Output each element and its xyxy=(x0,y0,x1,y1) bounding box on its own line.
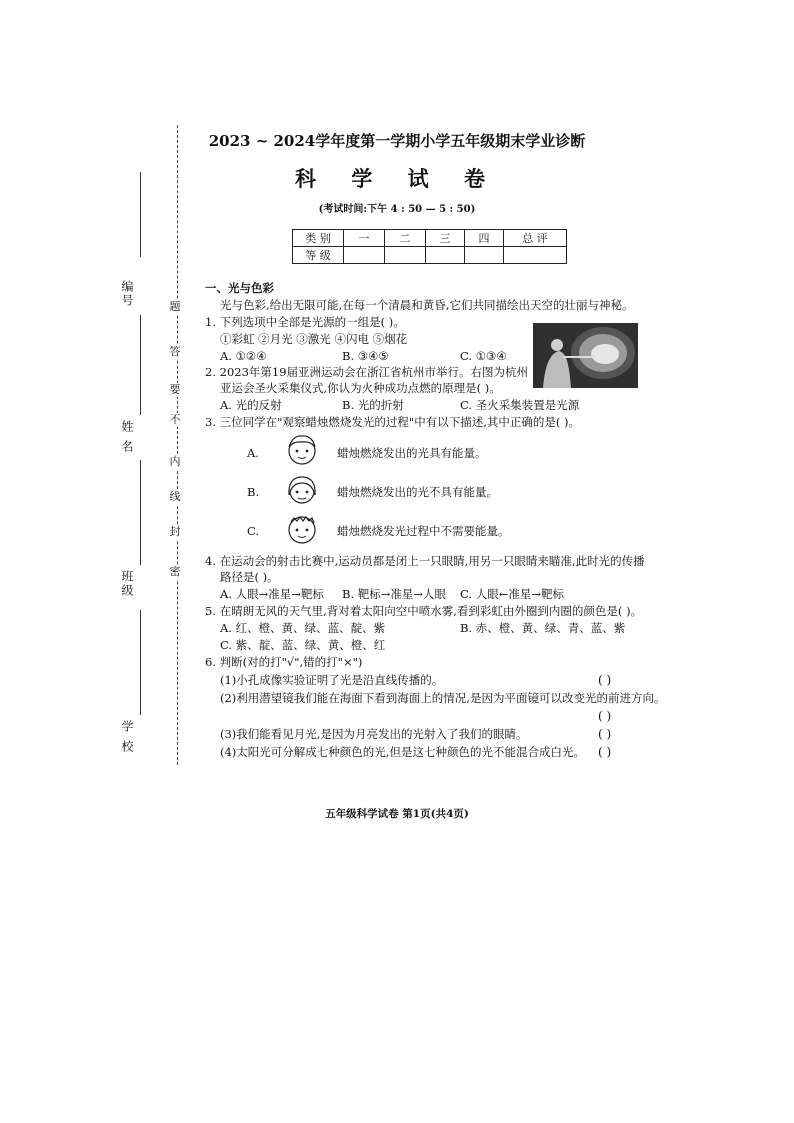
student-c-avatar xyxy=(283,510,321,548)
grade-header-cell: 一 xyxy=(344,230,385,247)
name-label: 姓 名 xyxy=(120,420,134,454)
page-footer: 五年级科学试卷 第1页(共4页) xyxy=(325,808,469,820)
grade-header-cell: 类 别 xyxy=(293,230,344,247)
subject-title: 科 学 试 卷 xyxy=(295,166,499,191)
q2-stem-line2: 亚运会圣火采集仪式,你认为火种成功点燃的原理是( )。 xyxy=(220,381,501,395)
grade-cell[interactable] xyxy=(385,247,426,264)
q3-option-c-text[interactable]: 蜡烛燃烧发光过程中不需要能量。 xyxy=(337,524,510,538)
grade-cell[interactable] xyxy=(504,247,567,264)
q1-items: ①彩虹 ②月光 ③激光 ④闪电 ⑤烟花 xyxy=(220,332,408,346)
section-title: 一、光与色彩 xyxy=(205,281,274,295)
q6-answer-1[interactable]: ( ) xyxy=(598,673,612,687)
q1-option-b[interactable]: B. ③④⑤ xyxy=(342,349,389,363)
binding-char: 答 xyxy=(169,345,181,358)
exam-title: 2023 ~ 2024学年度第一学期小学五年级期末学业诊断 xyxy=(208,132,586,150)
grade-header-cell: 三 xyxy=(426,230,465,247)
binding-char: 线 xyxy=(169,490,181,503)
q3-stem: 3. 三位同学在"观察蜡烛燃烧发光的过程"中有以下描述,其中正确的是( )。 xyxy=(205,415,580,429)
grade-cell[interactable] xyxy=(344,247,385,264)
q2-stem-line1: 2. 2023年第19届亚洲运动会在浙江省杭州市举行。右图为杭州 xyxy=(205,365,529,379)
q4-stem-line2: 路径是( )。 xyxy=(220,570,279,584)
q5-option-a[interactable]: A. 红、橙、黄、绿、蓝、靛、紫 xyxy=(220,621,386,635)
q3-option-b-text[interactable]: 蜡烛燃烧发出的光不具有能量。 xyxy=(337,485,498,499)
grade-header-cell: 四 xyxy=(465,230,504,247)
q3-option-a-label[interactable]: A. xyxy=(247,446,259,460)
q4-option-b[interactable]: B. 靶标→准星→人眼 xyxy=(342,587,447,601)
binding-dashed-line xyxy=(177,125,178,765)
q1-option-a[interactable]: A. ①②④ xyxy=(220,349,267,363)
q6-statement-3: (3)我们能看见月光,是因为月亮发出的光射入了我们的眼睛。 xyxy=(220,727,528,741)
grade-cell[interactable] xyxy=(426,247,465,264)
grade-row-label: 等 级 xyxy=(293,247,344,264)
q5-stem: 5. 在晴朗无风的天气里,背对着太阳向空中喷水雾,看到彩虹由外圈到内圈的颜色是( )。 xyxy=(205,604,643,618)
q6-statement-1: (1)小孔成像实验证明了光是沿直线传播的。 xyxy=(220,673,444,687)
q6-statement-4: (4)太阳光可分解成七种颜色的光,但是这七种颜色的光不能混合成白光。 xyxy=(220,745,585,759)
student-a-avatar xyxy=(283,431,321,469)
name-blank xyxy=(140,315,141,415)
q6-stem: 6. 判断(对的打"√",错的打"×") xyxy=(205,655,363,669)
q2-option-a[interactable]: A. 光的反射 xyxy=(220,398,282,412)
torch-lighting-photo xyxy=(533,323,638,388)
q1-stem: 1. 下列选项中全部是光源的一组是( )。 xyxy=(205,315,405,329)
section-intro: 光与色彩,给出无限可能,在每一个清晨和黄昏,它们共同描绘出天空的壮丽与神秘。 xyxy=(220,298,634,312)
q2-option-b[interactable]: B. 光的折射 xyxy=(342,398,404,412)
q3-option-a-text[interactable]: 蜡烛燃烧发出的光具有能量。 xyxy=(337,446,487,460)
binding-char: 内 xyxy=(169,455,181,468)
school-blank xyxy=(140,610,141,715)
grade-cell[interactable] xyxy=(465,247,504,264)
student-b-avatar xyxy=(283,471,321,509)
grade-table xyxy=(292,229,567,264)
q6-answer-3[interactable]: ( ) xyxy=(598,727,612,741)
number-label: 编号 xyxy=(120,280,134,308)
binding-char: 封 xyxy=(169,525,181,538)
grade-header-cell: 二 xyxy=(385,230,426,247)
q3-option-b-label[interactable]: B. xyxy=(247,485,260,499)
binding-char: 题 xyxy=(169,300,181,313)
q4-option-a[interactable]: A. 人眼→准星→靶标 xyxy=(220,587,324,601)
school-label: 学 校 xyxy=(120,720,134,754)
q6-statement-2: (2)利用潜望镜我们能在海面下看到海面上的情况,是因为平面镜可以改变光的前进方向。 xyxy=(220,691,666,705)
q5-option-c[interactable]: C. 紫、靛、蓝、绿、黄、橙、红 xyxy=(220,638,386,652)
q6-answer-2[interactable]: ( ) xyxy=(598,709,612,723)
q5-option-b[interactable]: B. 赤、橙、黄、绿、青、蓝、紫 xyxy=(460,621,626,635)
q4-option-c[interactable]: C. 人眼←准星→靶标 xyxy=(460,587,564,601)
q1-option-c[interactable]: C. ①③④ xyxy=(460,349,507,363)
grade-header-cell: 总 评 xyxy=(504,230,567,247)
q4-stem-line1: 4. 在运动会的射击比赛中,运动员都是闭上一只眼睛,用另一只眼睛来瞄准,此时光的传播 xyxy=(205,554,645,568)
q3-option-c-label[interactable]: C. xyxy=(247,524,260,538)
q2-option-c[interactable]: C. 圣火采集装置是光源 xyxy=(460,398,580,412)
binding-char: 要 xyxy=(169,383,181,396)
q6-answer-4[interactable]: ( ) xyxy=(598,745,612,759)
binding-char: 不 xyxy=(169,413,181,426)
binding-char: 密 xyxy=(169,565,181,578)
exam-time: (考试时间:下午 4 : 50 — 5 : 50) xyxy=(318,204,476,215)
class-label: 班级 xyxy=(120,570,134,598)
class-blank xyxy=(140,460,141,565)
